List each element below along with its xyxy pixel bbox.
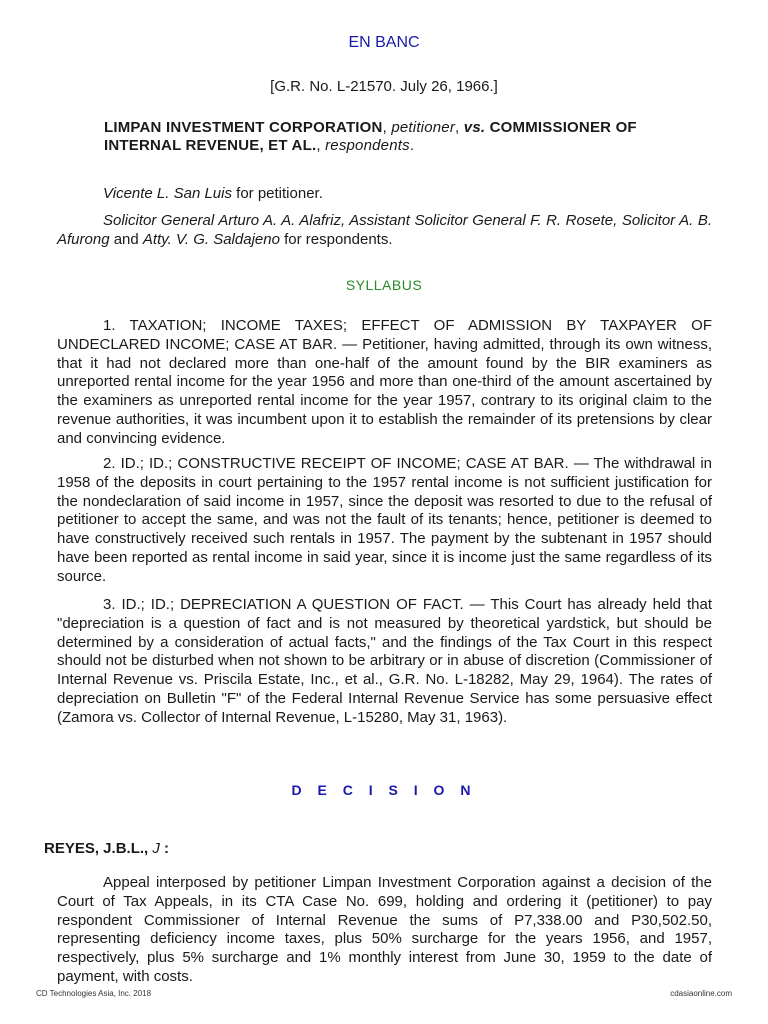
ponente: REYES, J.B.L., J : <box>44 840 170 857</box>
petitioner-name: LIMPAN INVESTMENT CORPORATION <box>104 119 383 136</box>
respondent-name: COMMISSIONER OF INTERNAL REVENUE, ET AL. <box>104 119 637 154</box>
footer-copyright: CD Technologies Asia, Inc. 2018 <box>36 989 152 998</box>
syllabus-item-3: 3. ID.; ID.; DEPRECIATION A QUESTION OF FACT. — This Court has already held that "depreciation is a question of fact and is not measured by theoretical yardstick, but should be determined by a consideration of actual facts," and the findings of the Tax Court in this respect should not be disturbed when not shown to be arbitrary or in abuse of discretion (Commissioner of Internal Revenue vs. Priscila Estate, Inc., et al., G.R. No. L-18282, May 29, 1964). The rates of depreciation on Bulletin "F" of the Federal Internal Revenue Service has some persuasive effect (Zamora vs. Collector of Internal Revenue, L-15280, May 31, 1963). <box>57 596 712 726</box>
decision-body: Appeal interposed by petitioner Limpan Investment Corporation against a decision of the Court of Tax Appeals, in its CTA Case No. 699, holding and ordering it (petitioner) to pay respondent Commissioner of Internal Revenue the sums of P7,338.00 and P30,502.50, representing deficiency income taxes, plus 50% surcharge for the years 1956, and 1957, respectively, plus 5% surcharge and 1% monthly interest from June 30, 1959 to the date of payment, with costs. <box>57 874 712 985</box>
respondent-counsel-line: Solicitor General Arturo A. A. Alafriz, Assistant Solicitor General F. R. Rosete, Solicitor A. B. Afurong and Atty. V. G. Saldajeno for respondents. <box>57 212 712 248</box>
petitioner-counsel-line: Vicente L. San Luis for petitioner. <box>103 185 323 202</box>
case-parties: LIMPAN INVESTMENT CORPORATION, petitioner, vs. COMMISSIONER OF INTERNAL REVENUE, ET AL., respondents. <box>104 119 637 154</box>
syllabus-heading: SYLLABUS <box>345 277 423 293</box>
respondent-role: respondents <box>325 137 410 154</box>
case-number: [G.R. No. L-21570. July 26, 1966.] <box>270 78 498 95</box>
respondent-counsel-1: Solicitor General Arturo A. A. Alafriz, Assistant Solicitor General F. R. Rosete, Solicitor A. B. Afurong <box>57 212 712 248</box>
syllabus-item-2: 2. ID.; ID.; CONSTRUCTIVE RECEIPT OF INCOME; CASE AT BAR. — The withdrawal in 1958 of the deposits in court pertaining to the 1957 rental income is not sufficient justification for the nondeclaration of said income in 1957, since the deposit was resorted to due to the refusal of petitioner to accept the same, and was not the fault of its tenants; hence, petitioner is deemed to have constructively received such rentals in 1957. The payment by the subtenant in 1957 should have been reported as rental income in said year, since it is income just the same regardless of its source. <box>57 455 712 585</box>
versus-label: vs. <box>463 119 486 136</box>
decision-heading: D E C I S I O N <box>291 782 477 798</box>
petitioner-role: petitioner <box>391 119 456 136</box>
footer-site: cdasiaonline.com <box>670 989 732 998</box>
syllabus-item-1: 1. TAXATION; INCOME TAXES; EFFECT OF ADMISSION BY TAXPAYER OF UNDECLARED INCOME; CASE AT BAR. — Petitioner, having admitted, through its own witness, that it had not declared more than one-half of the amount found by the BIR examiners as unreported rental income for the year 1956 and more than one-third of the amount ascertained by the examiners as unreported rental income for the year 1957, contrary to its original claim to the revenue authorities, it was incumbent upon it to establish the remainder of its pretensions by clear and convincing evidence. <box>57 317 712 447</box>
division-heading: EN BANC <box>348 34 420 51</box>
petitioner-counsel: Vicente L. San Luis <box>103 185 232 202</box>
respondent-counsel-2: Atty. V. G. Saldajeno <box>142 231 280 248</box>
